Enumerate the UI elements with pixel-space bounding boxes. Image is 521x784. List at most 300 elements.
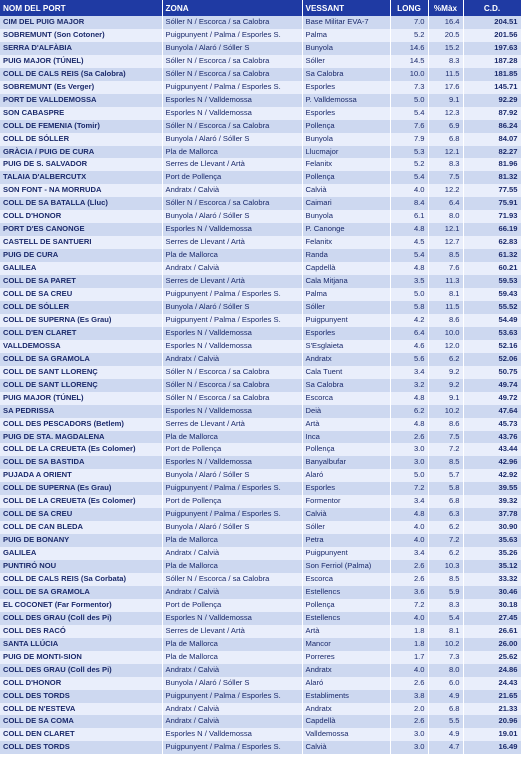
- cell-long: 7.6: [390, 120, 428, 133]
- table-row: [0, 534, 521, 547]
- cell-long: 3.0: [390, 741, 428, 754]
- cell-zona: Sóller N / Escorca / sa Calobra: [162, 392, 302, 405]
- cell-cd: 55.52: [463, 301, 521, 314]
- cell-vessant: Petra: [302, 534, 390, 547]
- cell-long: 14.5: [390, 55, 428, 68]
- table-row: [0, 418, 521, 431]
- cell-long: 4.8: [390, 392, 428, 405]
- cell-port: CIM DEL PUIG MAJOR: [0, 16, 162, 29]
- cell-port: SERRA D'ALFÀBIA: [0, 42, 162, 55]
- cell-pct: 10.2: [428, 638, 463, 651]
- cell-port: PUIG MAJOR (TÚNEL): [0, 55, 162, 68]
- cell-port: PORT D'ES CANONGE: [0, 223, 162, 236]
- cell-port: COLL DE SA CREU: [0, 288, 162, 301]
- cell-zona: Pla de Mallorca: [162, 534, 302, 547]
- header-row: [0, 0, 521, 16]
- cell-pct: 8.3: [428, 55, 463, 68]
- cell-vessant: Base Militar EVA-7: [302, 16, 390, 29]
- cell-pct: 5.5: [428, 715, 463, 728]
- cell-zona: Serres de Llevant / Artà: [162, 418, 302, 431]
- cell-vessant: Pollença: [302, 443, 390, 456]
- cell-port: COLL DE CALS REIS (Sa Calobra): [0, 68, 162, 81]
- cell-port: COLL DES RACÓ: [0, 625, 162, 638]
- cell-pct: 7.2: [428, 534, 463, 547]
- table-row: [0, 392, 521, 405]
- cell-pct: 16.4: [428, 16, 463, 29]
- cell-long: 3.0: [390, 456, 428, 469]
- cell-cd: 82.27: [463, 146, 521, 159]
- table-row: [0, 327, 521, 340]
- cell-pct: 6.3: [428, 508, 463, 521]
- cell-zona: Pla de Mallorca: [162, 651, 302, 664]
- cell-pct: 4.9: [428, 690, 463, 703]
- cell-cd: 59.43: [463, 288, 521, 301]
- cell-long: 10.0: [390, 68, 428, 81]
- table-row: [0, 405, 521, 418]
- cell-pct: 8.0: [428, 664, 463, 677]
- table-row: [0, 249, 521, 262]
- cell-vessant: P. Valldemossa: [302, 94, 390, 107]
- table-row: [0, 715, 521, 728]
- cell-cd: 35.26: [463, 547, 521, 560]
- table-row: [0, 728, 521, 741]
- cell-vessant: Puigpunyent: [302, 314, 390, 327]
- cell-vessant: Estellencs: [302, 586, 390, 599]
- cell-zona: Andratx / Calvià: [162, 353, 302, 366]
- cell-vessant: Cala Tuent: [302, 366, 390, 379]
- table-row: [0, 586, 521, 599]
- cell-zona: Sóller N / Escorca / sa Calobra: [162, 68, 302, 81]
- cell-long: 3.6: [390, 586, 428, 599]
- cell-cd: 30.18: [463, 599, 521, 612]
- table-row: [0, 236, 521, 249]
- cell-zona: Esporles N / Valldemossa: [162, 107, 302, 120]
- cell-long: 4.8: [390, 223, 428, 236]
- cell-zona: Esporles N / Valldemossa: [162, 327, 302, 340]
- cell-pct: 17.6: [428, 81, 463, 94]
- cell-zona: Esporles N / Valldemossa: [162, 728, 302, 741]
- header-zona: ZONA: [162, 0, 302, 16]
- cell-cd: 71.93: [463, 210, 521, 223]
- cell-zona: Pla de Mallorca: [162, 249, 302, 262]
- cell-port: COLL D'EN CLARET: [0, 327, 162, 340]
- cell-port: SON CABASPRE: [0, 107, 162, 120]
- cell-vessant: Banyalbufar: [302, 456, 390, 469]
- cell-cd: 24.43: [463, 677, 521, 690]
- cell-long: 5.4: [390, 249, 428, 262]
- cell-zona: Pla de Mallorca: [162, 638, 302, 651]
- cell-zona: Andratx / Calvià: [162, 262, 302, 275]
- cell-port: COLL DE SA BATALLA (Lluc): [0, 197, 162, 210]
- cell-pct: 8.5: [428, 249, 463, 262]
- cell-long: 4.6: [390, 340, 428, 353]
- cell-cd: 66.19: [463, 223, 521, 236]
- cell-long: 5.8: [390, 301, 428, 314]
- cell-pct: 9.2: [428, 379, 463, 392]
- cell-long: 1.7: [390, 651, 428, 664]
- cell-port: PORT DE VALLDEMOSSA: [0, 94, 162, 107]
- cell-pct: 6.8: [428, 133, 463, 146]
- cell-pct: 12.7: [428, 236, 463, 249]
- cell-long: 4.5: [390, 236, 428, 249]
- cell-port: GALILEA: [0, 547, 162, 560]
- cell-cd: 181.85: [463, 68, 521, 81]
- table-row: [0, 508, 521, 521]
- cell-cd: 201.56: [463, 29, 521, 42]
- cell-zona: Esporles N / Valldemossa: [162, 340, 302, 353]
- cell-vessant: Estellencs: [302, 612, 390, 625]
- cell-vessant: Formentor: [302, 495, 390, 508]
- table-row: [0, 210, 521, 223]
- cell-cd: 75.91: [463, 197, 521, 210]
- cell-port: COLL DEN CLARET: [0, 728, 162, 741]
- table-row: [0, 638, 521, 651]
- cell-long: 4.0: [390, 664, 428, 677]
- cell-cd: 47.64: [463, 405, 521, 418]
- table-row: [0, 547, 521, 560]
- cell-long: 5.3: [390, 146, 428, 159]
- cell-cd: 145.71: [463, 81, 521, 94]
- cell-vessant: Felanitx: [302, 158, 390, 171]
- cell-port: SA PEDRISSA: [0, 405, 162, 418]
- cell-pct: 20.5: [428, 29, 463, 42]
- cell-vessant: Bunyola: [302, 42, 390, 55]
- table-row: [0, 42, 521, 55]
- header-port: NOM DEL PORT: [0, 0, 162, 16]
- cell-cd: 33.32: [463, 573, 521, 586]
- cell-port: GALILEA: [0, 262, 162, 275]
- cell-vessant: Sóller: [302, 521, 390, 534]
- cell-cd: 84.07: [463, 133, 521, 146]
- cell-zona: Puigpunyent / Palma / Esporles S.: [162, 29, 302, 42]
- table-row: [0, 482, 521, 495]
- cell-zona: Bunyola / Alaró / Sóller S: [162, 301, 302, 314]
- table-row: [0, 262, 521, 275]
- cell-long: 3.4: [390, 547, 428, 560]
- cell-zona: Pla de Mallorca: [162, 431, 302, 444]
- cell-zona: Esporles N / Valldemossa: [162, 405, 302, 418]
- cell-zona: Esporles N / Valldemossa: [162, 612, 302, 625]
- cell-long: 8.4: [390, 197, 428, 210]
- cell-long: 2.6: [390, 560, 428, 573]
- cell-zona: Serres de Llevant / Artà: [162, 275, 302, 288]
- cell-long: 2.0: [390, 703, 428, 716]
- cell-port: COLL DE SÓLLER: [0, 301, 162, 314]
- cell-cd: 50.75: [463, 366, 521, 379]
- cell-zona: Sóller N / Escorca / sa Calobra: [162, 573, 302, 586]
- cell-cd: 42.96: [463, 456, 521, 469]
- cell-vessant: Artà: [302, 418, 390, 431]
- cell-cd: 21.65: [463, 690, 521, 703]
- cell-cd: 197.63: [463, 42, 521, 55]
- cell-pct: 6.2: [428, 521, 463, 534]
- cell-port: COLL DE SUPERNA (Es Grau): [0, 482, 162, 495]
- cell-pct: 12.2: [428, 184, 463, 197]
- cell-pct: 6.8: [428, 495, 463, 508]
- cell-cd: 204.51: [463, 16, 521, 29]
- cell-zona: Sóller N / Escorca / sa Calobra: [162, 197, 302, 210]
- cell-vessant: Son Ferriol (Palma): [302, 560, 390, 573]
- cell-pct: 6.2: [428, 353, 463, 366]
- cell-cd: 62.83: [463, 236, 521, 249]
- cell-long: 2.6: [390, 573, 428, 586]
- cell-long: 4.0: [390, 184, 428, 197]
- cell-zona: Bunyola / Alaró / Sóller S: [162, 469, 302, 482]
- cell-port: COLL DE SA GRAMOLA: [0, 353, 162, 366]
- header-long: LONG: [390, 0, 428, 16]
- cell-vessant: Inca: [302, 431, 390, 444]
- cell-long: 5.0: [390, 94, 428, 107]
- table-row: [0, 495, 521, 508]
- cell-pct: 12.1: [428, 223, 463, 236]
- cell-vessant: Cala Mitjana: [302, 275, 390, 288]
- table-row: [0, 158, 521, 171]
- cell-long: 3.5: [390, 275, 428, 288]
- table-row: [0, 431, 521, 444]
- cell-long: 7.2: [390, 482, 428, 495]
- cell-cd: 92.29: [463, 94, 521, 107]
- table-row: [0, 625, 521, 638]
- cell-vessant: Esporles: [302, 81, 390, 94]
- table-row: [0, 677, 521, 690]
- cell-vessant: Llucmajor: [302, 146, 390, 159]
- cell-port: SON FONT - NA MORRUDA: [0, 184, 162, 197]
- cell-pct: 8.1: [428, 288, 463, 301]
- cell-long: 4.8: [390, 262, 428, 275]
- cell-long: 2.6: [390, 715, 428, 728]
- cell-long: 7.2: [390, 599, 428, 612]
- cell-zona: Pla de Mallorca: [162, 560, 302, 573]
- cell-zona: Andratx / Calvià: [162, 703, 302, 716]
- cell-cd: 77.55: [463, 184, 521, 197]
- cell-long: 5.6: [390, 353, 428, 366]
- cell-port: GRÀCIA / PUIG DE CURA: [0, 146, 162, 159]
- cell-port: COLL DE CALS REIS (Sa Corbata): [0, 573, 162, 586]
- cell-pct: 6.8: [428, 703, 463, 716]
- cell-cd: 39.32: [463, 495, 521, 508]
- cell-port: COLL DE N'ESTEVA: [0, 703, 162, 716]
- table-row: [0, 29, 521, 42]
- cell-pct: 8.6: [428, 418, 463, 431]
- cell-vessant: Pollença: [302, 120, 390, 133]
- cell-long: 14.6: [390, 42, 428, 55]
- cell-port: COLL DE SUPERNA (Es Grau): [0, 314, 162, 327]
- cell-vessant: Palma: [302, 29, 390, 42]
- cell-zona: Puigpunyent / Palma / Esporles S.: [162, 508, 302, 521]
- cell-zona: Port de Pollença: [162, 495, 302, 508]
- cell-long: 4.0: [390, 521, 428, 534]
- table-row: [0, 288, 521, 301]
- cell-port: COLL DE SÓLLER: [0, 133, 162, 146]
- cell-vessant: Caimari: [302, 197, 390, 210]
- cell-vessant: Valldemossa: [302, 728, 390, 741]
- cell-vessant: Esporles: [302, 482, 390, 495]
- cell-port: PUIG DE CURA: [0, 249, 162, 262]
- cell-cd: 81.32: [463, 171, 521, 184]
- cell-zona: Puigpunyent / Palma / Esporles S.: [162, 690, 302, 703]
- cell-port: COLL DE LA CREUETA (Es Colomer): [0, 495, 162, 508]
- table-row: [0, 690, 521, 703]
- cell-port: COLL DES TORDS: [0, 690, 162, 703]
- cell-pct: 12.3: [428, 107, 463, 120]
- cell-pct: 9.2: [428, 366, 463, 379]
- cell-port: SOBREMUNT (Son Cotoner): [0, 29, 162, 42]
- cell-vessant: Escorca: [302, 392, 390, 405]
- cell-pct: 8.6: [428, 314, 463, 327]
- cell-pct: 11.5: [428, 301, 463, 314]
- cell-cd: 39.55: [463, 482, 521, 495]
- table-row: [0, 197, 521, 210]
- cell-cd: 81.96: [463, 158, 521, 171]
- table-row: [0, 703, 521, 716]
- cell-port: SOBREMUNT (Es Verger): [0, 81, 162, 94]
- cell-pct: 8.3: [428, 158, 463, 171]
- cell-long: 5.0: [390, 288, 428, 301]
- table-row: [0, 573, 521, 586]
- cell-port: PUNTIRÓ NOU: [0, 560, 162, 573]
- cell-cd: 37.78: [463, 508, 521, 521]
- cell-vessant: Bunyola: [302, 210, 390, 223]
- cell-cd: 26.61: [463, 625, 521, 638]
- cell-cd: 26.00: [463, 638, 521, 651]
- cell-port: COLL DES TORDS: [0, 741, 162, 754]
- cell-cd: 20.96: [463, 715, 521, 728]
- cell-zona: Andratx / Calvià: [162, 547, 302, 560]
- cell-zona: Puigpunyent / Palma / Esporles S.: [162, 288, 302, 301]
- table-row: [0, 133, 521, 146]
- cell-port: PUIG DE MONTI-SION: [0, 651, 162, 664]
- cell-pct: 10.0: [428, 327, 463, 340]
- cell-long: 2.6: [390, 677, 428, 690]
- cell-pct: 8.1: [428, 625, 463, 638]
- table-row: [0, 94, 521, 107]
- cell-pct: 8.5: [428, 573, 463, 586]
- table-row: [0, 443, 521, 456]
- cell-cd: 60.21: [463, 262, 521, 275]
- table-body: [0, 16, 521, 754]
- cell-long: 5.4: [390, 107, 428, 120]
- cell-cd: 21.33: [463, 703, 521, 716]
- cell-cd: 87.92: [463, 107, 521, 120]
- cell-vessant: Sóller: [302, 301, 390, 314]
- cell-cd: 27.45: [463, 612, 521, 625]
- cell-pct: 8.5: [428, 456, 463, 469]
- cell-pct: 4.7: [428, 741, 463, 754]
- table-row: [0, 68, 521, 81]
- cell-pct: 6.0: [428, 677, 463, 690]
- table-row: [0, 146, 521, 159]
- cell-long: 5.2: [390, 158, 428, 171]
- cell-port: PUIG DE BONANY: [0, 534, 162, 547]
- cell-cd: 25.62: [463, 651, 521, 664]
- cell-vessant: Calvià: [302, 508, 390, 521]
- cell-zona: Puigpunyent / Palma / Esporles S.: [162, 314, 302, 327]
- cell-long: 4.8: [390, 418, 428, 431]
- cell-vessant: Andratx: [302, 353, 390, 366]
- cell-vessant: Capdellà: [302, 715, 390, 728]
- table-row: [0, 560, 521, 573]
- cell-vessant: Puigpunyent: [302, 547, 390, 560]
- cell-vessant: Pollença: [302, 171, 390, 184]
- table-row: [0, 81, 521, 94]
- cell-long: 4.0: [390, 612, 428, 625]
- table-row: [0, 120, 521, 133]
- cell-vessant: Esporles: [302, 327, 390, 340]
- cell-port: COLL DE SANT LLORENÇ: [0, 366, 162, 379]
- cell-cd: 35.63: [463, 534, 521, 547]
- cell-zona: Puigpunyent / Palma / Esporles S.: [162, 741, 302, 754]
- cell-port: COLL DE SA BASTIDA: [0, 456, 162, 469]
- cell-port: COLL DE SANT LLORENÇ: [0, 379, 162, 392]
- table-row: [0, 469, 521, 482]
- cell-pct: 12.0: [428, 340, 463, 353]
- cell-long: 5.4: [390, 171, 428, 184]
- cell-long: 3.0: [390, 443, 428, 456]
- table-row: [0, 741, 521, 754]
- cell-pct: 5.7: [428, 469, 463, 482]
- cell-vessant: Felanitx: [302, 236, 390, 249]
- cell-zona: Bunyola / Alaró / Sóller S: [162, 210, 302, 223]
- cell-vessant: Bunyola: [302, 133, 390, 146]
- table-row: [0, 664, 521, 677]
- cell-long: 3.8: [390, 690, 428, 703]
- table-row: [0, 353, 521, 366]
- cell-cd: 52.06: [463, 353, 521, 366]
- cell-pct: 7.3: [428, 651, 463, 664]
- cell-port: CASTELL DE SANTUERI: [0, 236, 162, 249]
- table-row: [0, 456, 521, 469]
- cell-port: COLL DE SA PARET: [0, 275, 162, 288]
- cell-vessant: Sa Calobra: [302, 68, 390, 81]
- cell-zona: Andratx / Calvià: [162, 715, 302, 728]
- table-row: [0, 521, 521, 534]
- cell-port: TALAIA D'ALBERCUTX: [0, 171, 162, 184]
- cell-port: SANTA LLÚCIA: [0, 638, 162, 651]
- table-row: [0, 184, 521, 197]
- cell-port: COLL DE SA COMA: [0, 715, 162, 728]
- cell-long: 3.0: [390, 728, 428, 741]
- cell-vessant: Randa: [302, 249, 390, 262]
- cell-long: 4.2: [390, 314, 428, 327]
- cell-pct: 11.5: [428, 68, 463, 81]
- cell-cd: 61.32: [463, 249, 521, 262]
- cell-pct: 9.1: [428, 392, 463, 405]
- cell-pct: 5.8: [428, 482, 463, 495]
- cell-cd: 35.12: [463, 560, 521, 573]
- cell-zona: Pla de Mallorca: [162, 146, 302, 159]
- cell-cd: 43.44: [463, 443, 521, 456]
- header-vessant: VESSANT: [302, 0, 390, 16]
- cell-port: EL COCONET (Far Formentor): [0, 599, 162, 612]
- cell-pct: 10.3: [428, 560, 463, 573]
- cell-vessant: Calvià: [302, 741, 390, 754]
- cell-zona: Esporles N / Valldemossa: [162, 223, 302, 236]
- cell-zona: Puigpunyent / Palma / Esporles S.: [162, 81, 302, 94]
- cell-zona: Bunyola / Alaró / Sóller S: [162, 133, 302, 146]
- cell-zona: Port de Pollença: [162, 171, 302, 184]
- cell-vessant: Alaró: [302, 469, 390, 482]
- cell-long: 5.2: [390, 29, 428, 42]
- cell-pct: 8.3: [428, 599, 463, 612]
- table-row: [0, 599, 521, 612]
- cell-pct: 8.0: [428, 210, 463, 223]
- cell-cd: 16.49: [463, 741, 521, 754]
- cell-long: 4.0: [390, 534, 428, 547]
- table-row: [0, 107, 521, 120]
- cell-zona: Bunyola / Alaró / Sóller S: [162, 677, 302, 690]
- table-row: [0, 16, 521, 29]
- cell-port: COLL DE SA CREU: [0, 508, 162, 521]
